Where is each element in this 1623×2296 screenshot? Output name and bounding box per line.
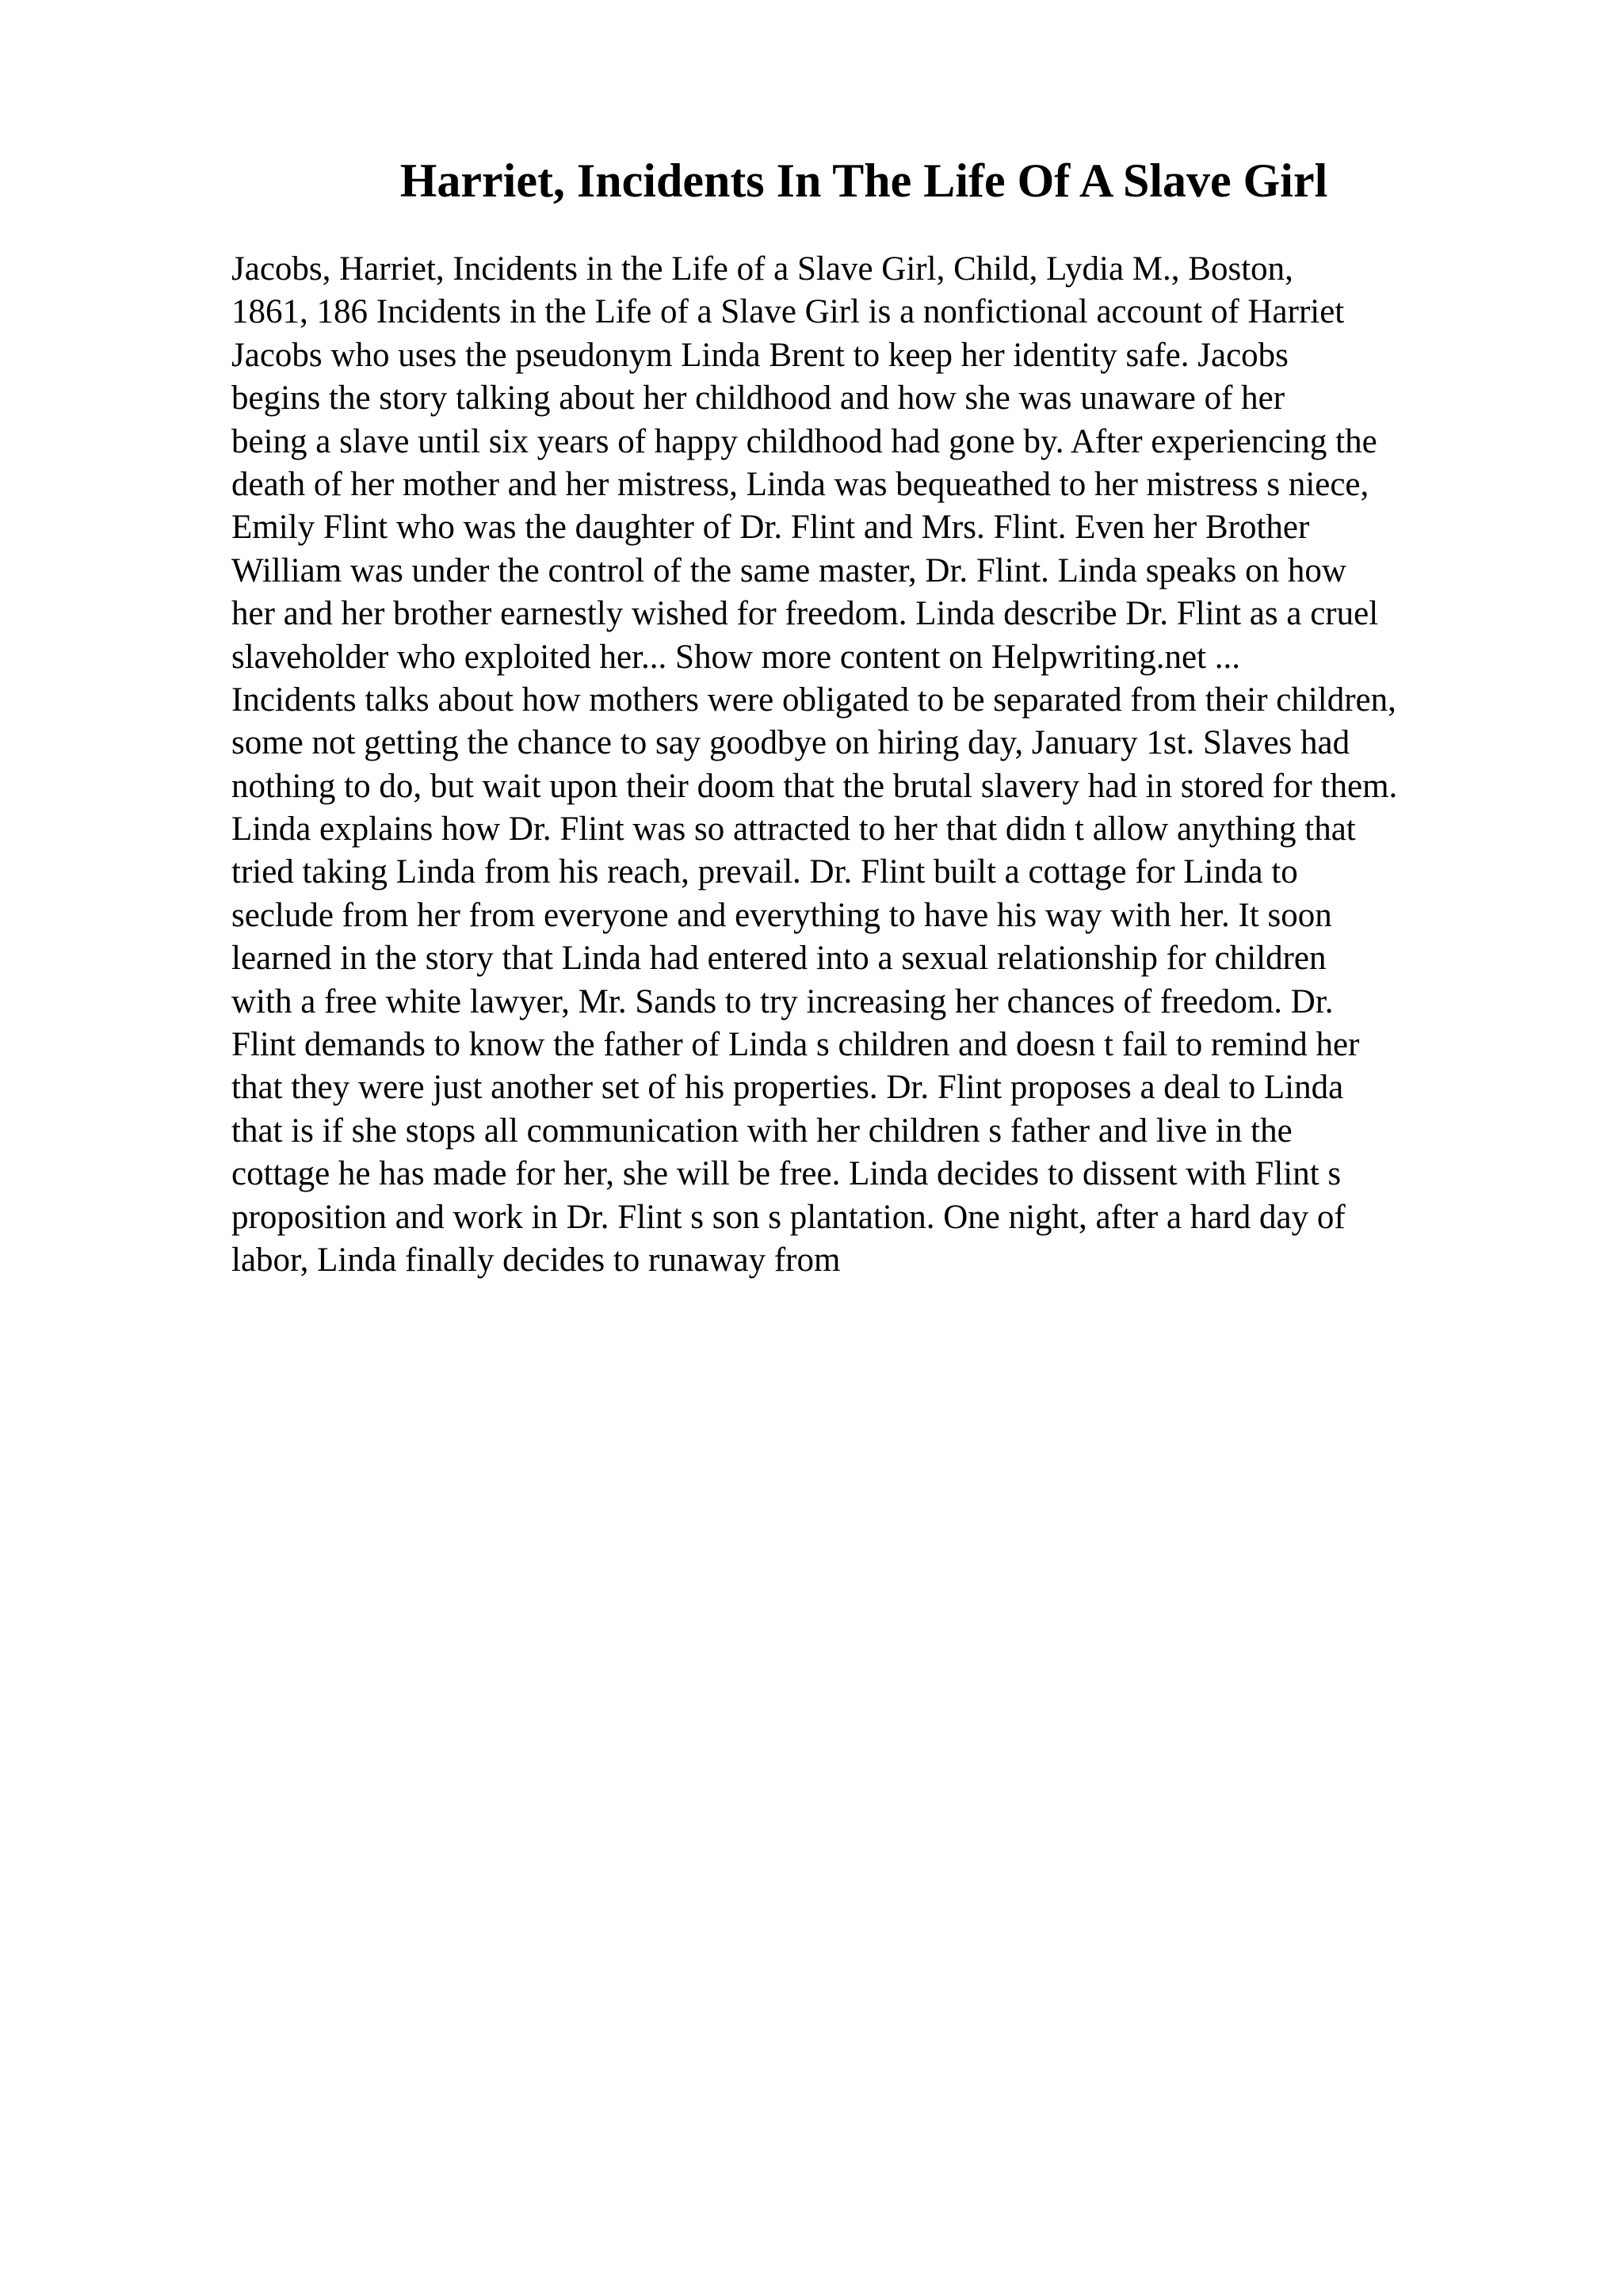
body-line: slaveholder who exploited her... Show more content on Helpwriting.net ...	[231, 638, 1241, 676]
body-line: Incidents talks about how mothers were obligated to be separated from their children,	[231, 681, 1396, 719]
body-line: begins the story talking about her childhood and how she was unaware of her	[231, 379, 1285, 418]
document-body	[231, 248, 1531, 1282]
body-line: proposition and work in Dr. Flint s son s plantation. One night, after a hard day of	[231, 1198, 1346, 1236]
body-line: 1861, 186 Incidents in the Life of a Slave Girl is a nonfictional account of Harriet	[231, 293, 1345, 331]
body-line: learned in the story that Linda had entered into a sexual relationship for children	[231, 940, 1327, 978]
body-line: labor, Linda finally decides to runaway from	[231, 1241, 841, 1279]
body-line: seclude from her from everyone and everything to have his way with her. It soon	[231, 896, 1332, 934]
body-line: that they were just another set of his properties. Dr. Flint proposes a deal to Linda	[231, 1069, 1344, 1107]
body-line: Emily Flint who was the daughter of Dr. Flint and Mrs. Flint. Even her Brother	[231, 509, 1310, 547]
body-line: Flint demands to know the father of Linda s children and doesn t fail to remind her	[231, 1026, 1360, 1064]
body-line: Jacobs, Harriet, Incidents in the Life of a Slave Girl, Child, Lydia M., Boston,	[231, 250, 1293, 288]
body-line: death of her mother and her mistress, Linda was bequeathed to her mistress s niece,	[231, 465, 1369, 503]
body-line: cottage he has made for her, she will be free. Linda decides to dissent with Flint s	[231, 1155, 1342, 1193]
body-line: some not getting the chance to say goodbye on hiring day, January 1st. Slaves had	[231, 724, 1350, 762]
body-line: with a free white lawyer, Mr. Sands to try increasing her chances of freedom. Dr.	[231, 982, 1334, 1020]
body-line: nothing to do, but wait upon their doom that the brutal slavery had in stored for them.	[231, 767, 1398, 805]
body-line: her and her brother earnestly wished for freedom. Linda describe Dr. Flint as a cruel	[231, 595, 1379, 633]
body-line: tried taking Linda from his reach, prevail. Dr. Flint built a cottage for Linda to	[231, 853, 1298, 891]
document-title: Harriet, Incidents In The Life Of A Slave Girl	[399, 154, 1328, 207]
body-line: Linda explains how Dr. Flint was so attracted to her that didn t allow anything that	[231, 810, 1356, 849]
body-line: that is if she stops all communication with her children s father and live in the	[231, 1112, 1293, 1150]
body-line: being a slave until six years of happy childhood had gone by. After experiencing the	[231, 422, 1377, 460]
body-line: William was under the control of the same master, Dr. Flint. Linda speaks on how	[231, 551, 1346, 589]
body-line: Jacobs who uses the pseudonym Linda Brent to keep her identity safe. Jacobs	[231, 336, 1289, 374]
